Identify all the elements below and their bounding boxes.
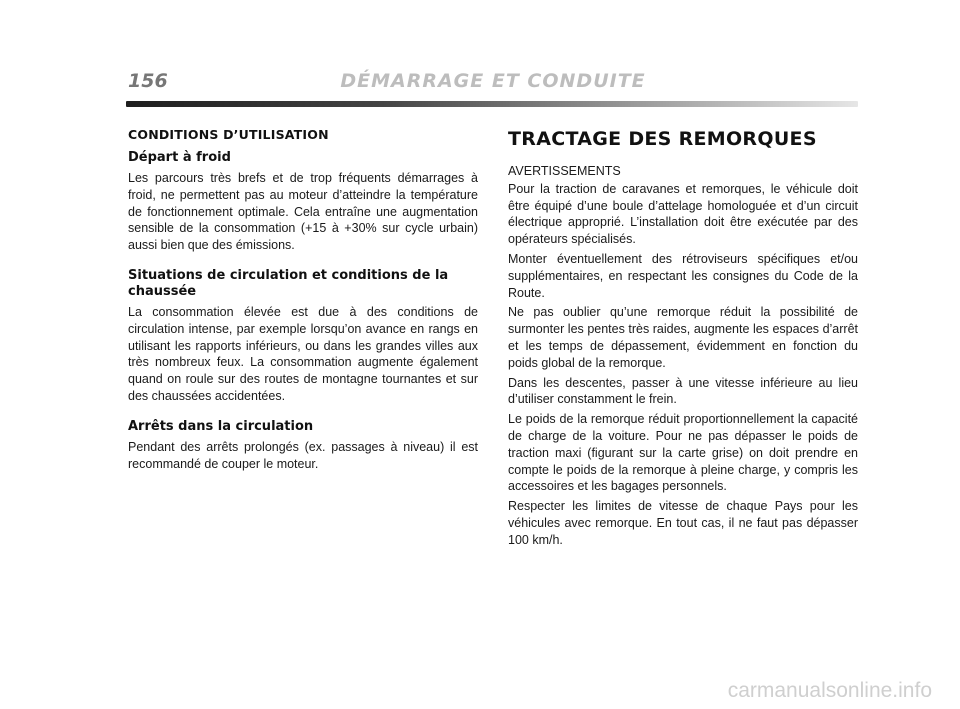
- right-column: [508, 128, 858, 552]
- towing-paragraph: Respecter les limites de vitesse de chaque Pays pour les véhicules avec remorque. En tout cas, il ne faut pas dépasser 100 km/h.: [508, 499, 858, 547]
- cold-start-title: Départ à froid: [128, 150, 231, 165]
- page-header: [128, 70, 858, 100]
- stops-text: Pendant des arrêts prolongés (ex. passages à niveau) il est recommandé de couper le moteur.: [128, 439, 478, 471]
- cold-start-text: Les parcours très brefs et de trop fréquents démarrages à froid, ne permettent pas au moteur d’atteindre la température de fonctionnement optimale. Cela entraîne une augmentation sensible de la consommation (+15 à +30% sur cycle urbain) aussi bien que des émissions.: [128, 171, 478, 253]
- towing-paragraph: Pour la traction de caravanes et remorques, le véhicule doit être équipé d’une boule d’attelage homologuée et d’un circuit électrique approprié. L’installation doit être exécutée par des opérateurs spécialisés.: [508, 181, 858, 247]
- traffic-title: Situations de circulation et conditions de la chaussée: [128, 267, 449, 299]
- traffic-section: [128, 268, 478, 405]
- conditions-heading: CONDITIONS D’UTILISATION: [128, 127, 329, 142]
- watermark-text: carmanualsonline.info: [727, 679, 932, 702]
- header-rule: [126, 101, 858, 107]
- traffic-text: La consommation élevée est due à des conditions de circulation intense, par exemple lorsqu’on avance en rangs en utilisant les rapports inférieurs, ou dans les grandes villes aux très nombreux feux. La consommation augmente également quand on roule sur des routes de montagne tournantes et sur des chaussées accidentées.: [128, 304, 478, 403]
- cold-start-section: [128, 150, 478, 254]
- towing-heading: TRACTAGE DES REMORQUES: [508, 128, 817, 150]
- page-number: 156: [128, 70, 168, 92]
- towing-paragraph: Ne pas oublier qu’une remorque réduit la possibilité de surmonter les pentes très raides, augmente les espaces d’arrêt et les temps de dépassement, évidemment en fonction du poids global de la remorque.: [508, 305, 858, 370]
- towing-paragraph: Dans les descentes, passer à une vitesse inférieure au lieu d’utiliser constamment le frein.: [508, 375, 858, 407]
- towing-paragraph: Monter éventuellement des rétroviseurs spécifiques et/ou supplémentaires, en respectant les consignes du Code de la Route.: [508, 251, 858, 300]
- stops-section: [128, 419, 478, 473]
- towing-paragraph: Le poids de la remorque réduit proportionnellement la capacité de charge de la voiture. Pour ne pas dépasser le poids de traction maxi (figurant sur la carte grise) on doit prendre en compte le poids de la remorque à pleine charge, y compris les accessoires et les bagages personnels.: [508, 412, 858, 494]
- stops-title: Arrêts dans la circulation: [128, 418, 314, 434]
- warnings-label: AVERTISSEMENTS: [508, 164, 621, 178]
- section-title: DÉMARRAGE ET CONDUITE: [340, 70, 646, 92]
- left-column: [128, 124, 478, 486]
